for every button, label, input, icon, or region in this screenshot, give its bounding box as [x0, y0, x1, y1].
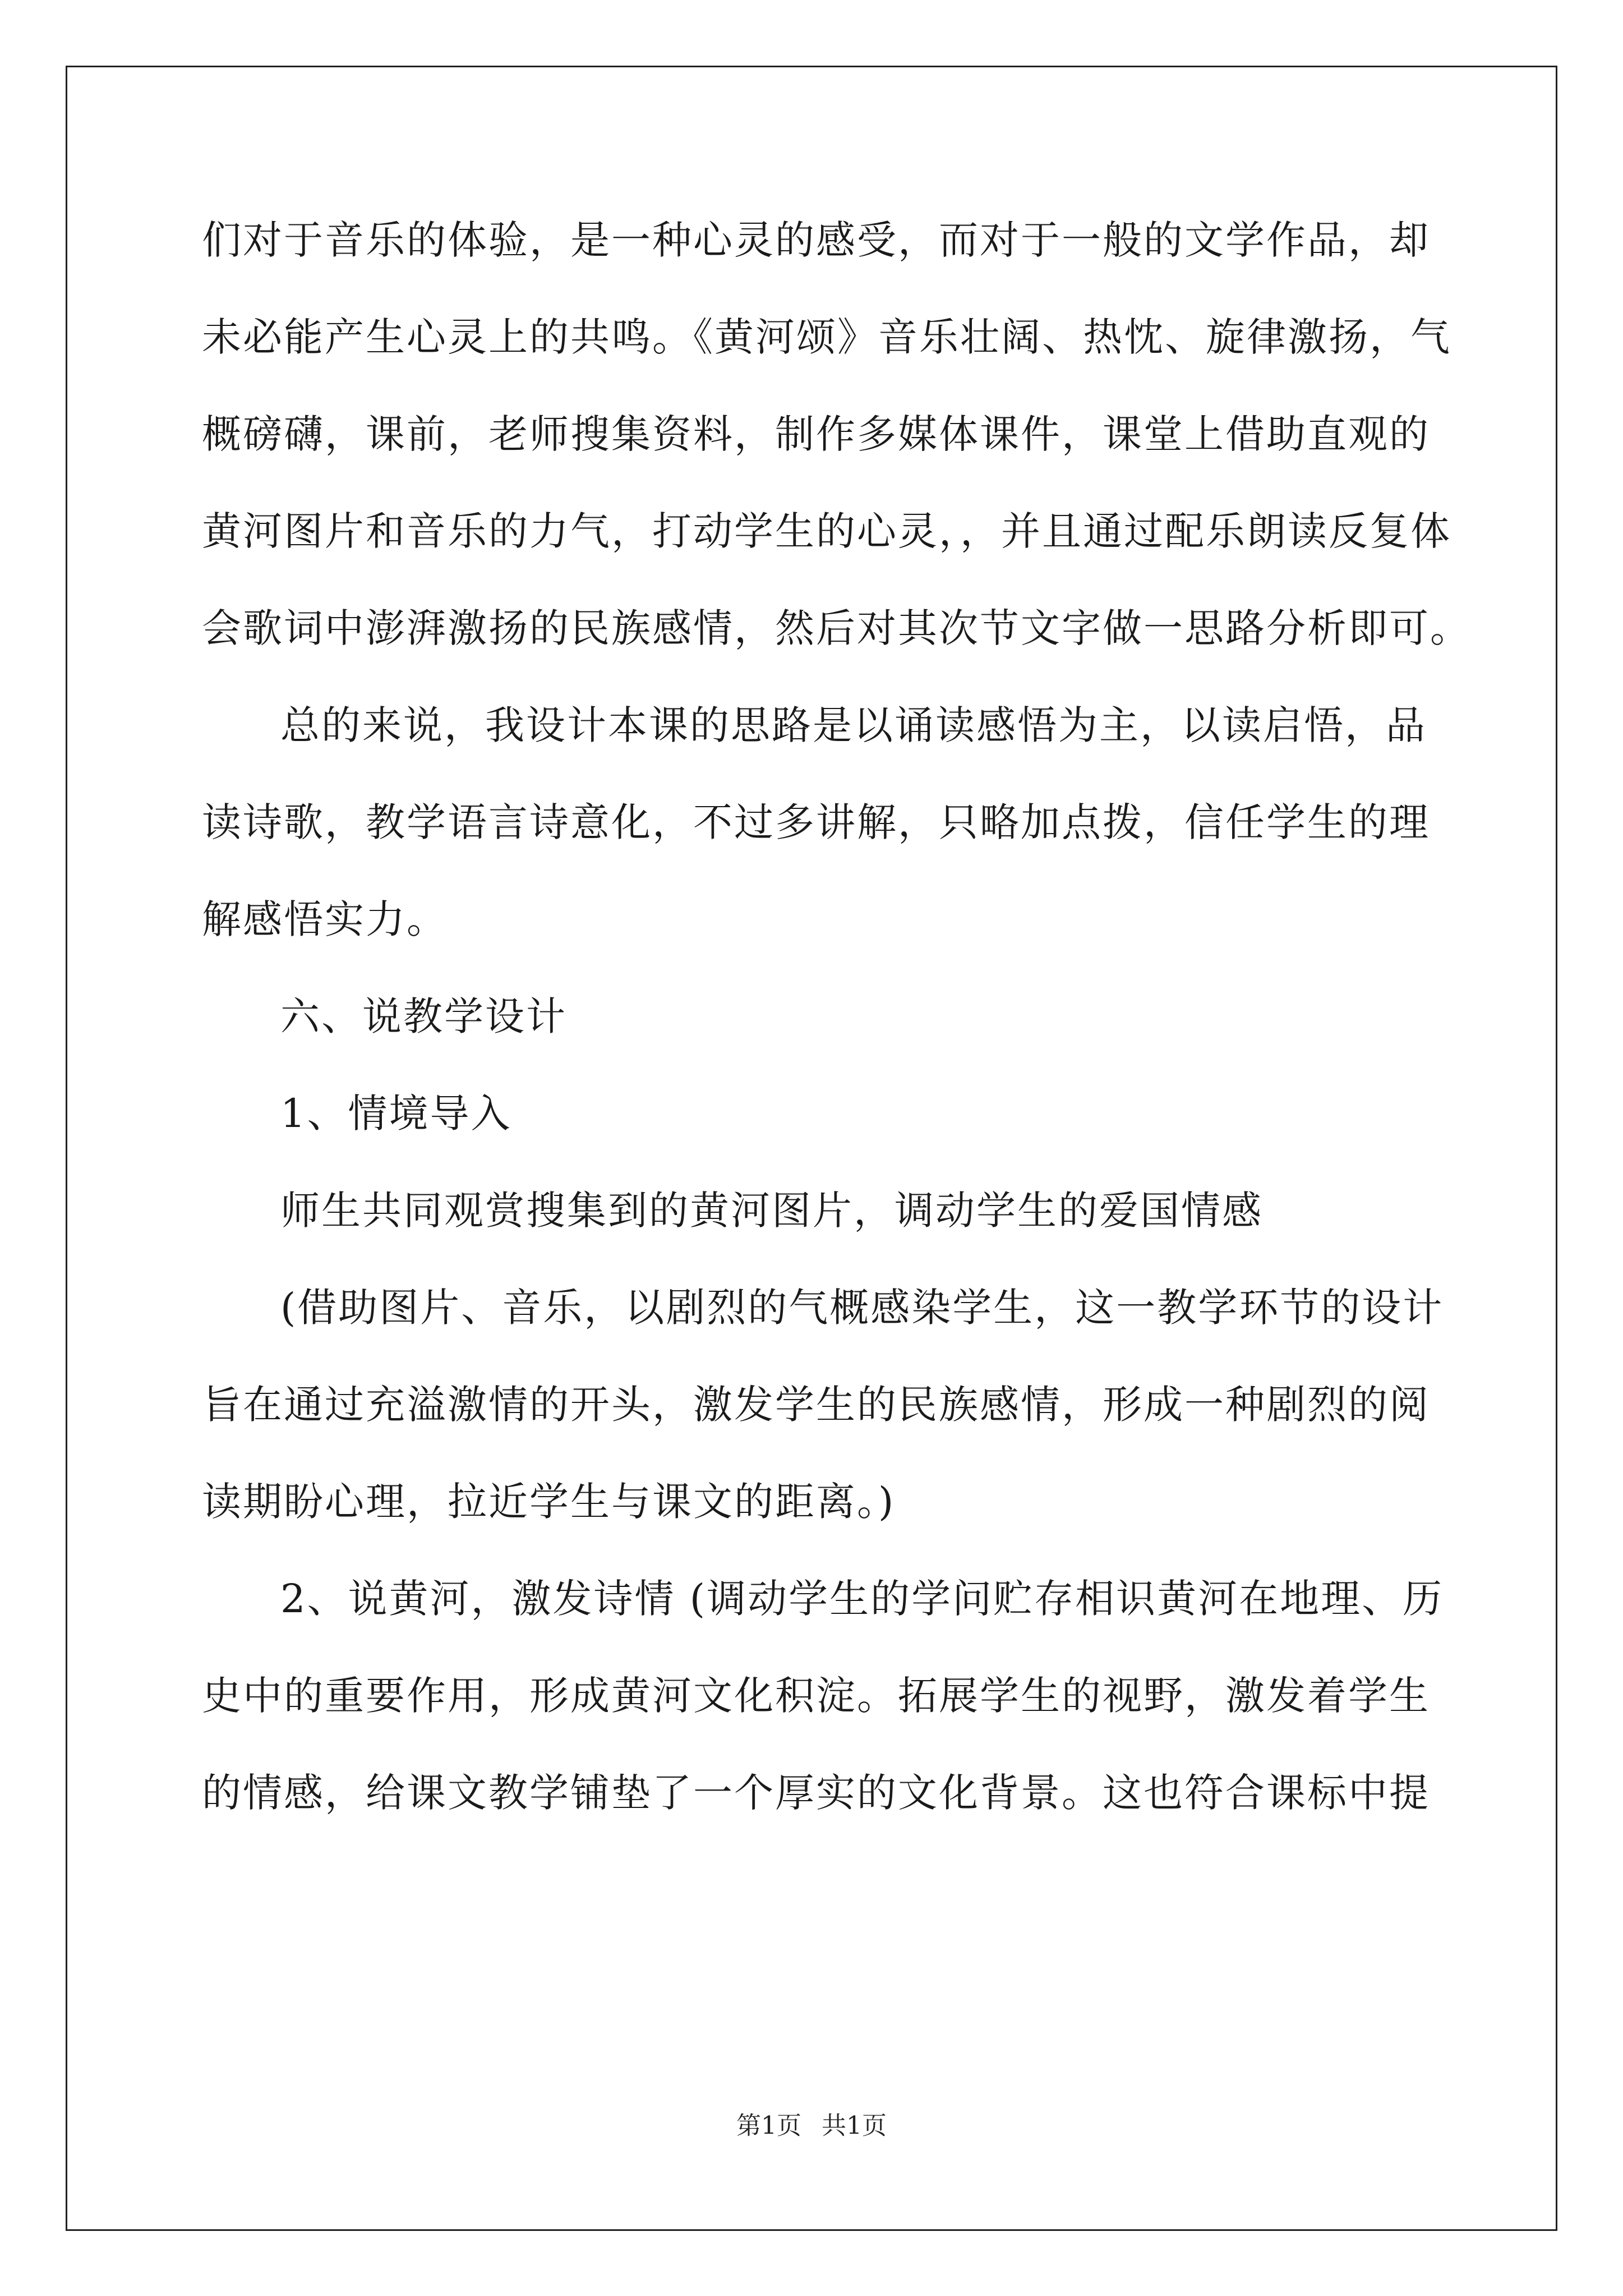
paragraph-start-line: (借助图片、音乐，以剧烈的气概感染学生，这一教学环节的设计: [280, 1285, 1444, 1331]
page-total: 共1页: [822, 2111, 887, 2140]
text-line: 未必能产生心灵上的共鸣。《黄河颂》音乐壮阔、热忱、旋律激扬，气: [202, 314, 1451, 360]
text-line: 旨在通过充溢激情的开头，激发学生的民族感情，形成一种剧烈的阅: [202, 1382, 1430, 1428]
text-line: 黄河图片和音乐的力气，打动学生的心灵，，并且通过配乐朗读反复体: [202, 508, 1451, 554]
paragraph-start-line: 师生共同观赏搜集到的黄河图片，调动学生的爱国情感: [280, 1188, 1263, 1234]
text-line: 概磅礴，课前，老师搜集资料，制作多媒体课件，课堂上借助直观的: [202, 411, 1430, 457]
text-line: 的情感，给课文教学铺垫了一个厚实的文化背景。这也符合课标中提: [202, 1770, 1430, 1816]
text-line: 史中的重要作用，形成黄河文化积淀。拓展学生的视野，激发着学生: [202, 1673, 1430, 1719]
text-line: 会歌词中澎湃激扬的民族感情，然后对其次节文字做一思路分析即可。: [202, 605, 1471, 651]
subsection-heading: 1、情境导入: [280, 1091, 512, 1137]
page-number: 第1页: [736, 2111, 801, 2140]
text-line: 们对于音乐的体验，是一种心灵的感受，而对于一般的文学作品，却: [202, 217, 1430, 263]
text-line: 读期盼心理，拉近学生与课文的距离。): [202, 1479, 896, 1525]
paragraph-start-line: 总的来说，我设计本课的思路是以诵读感悟为主，以读启悟，品: [280, 702, 1427, 748]
text-line: 解感悟实力。: [202, 896, 448, 942]
subsection-heading: 2、说黄河，激发诗情 (调动学生的学问贮存相识黄河在地理、历: [280, 1576, 1444, 1622]
section-heading: 六、说教学设计: [280, 993, 567, 1039]
text-line: 读诗歌，教学语言诗意化，不过多讲解，只略加点拨，信任学生的理: [202, 799, 1430, 845]
page-border: [66, 66, 1557, 2231]
page-footer: [0, 2109, 1623, 2143]
